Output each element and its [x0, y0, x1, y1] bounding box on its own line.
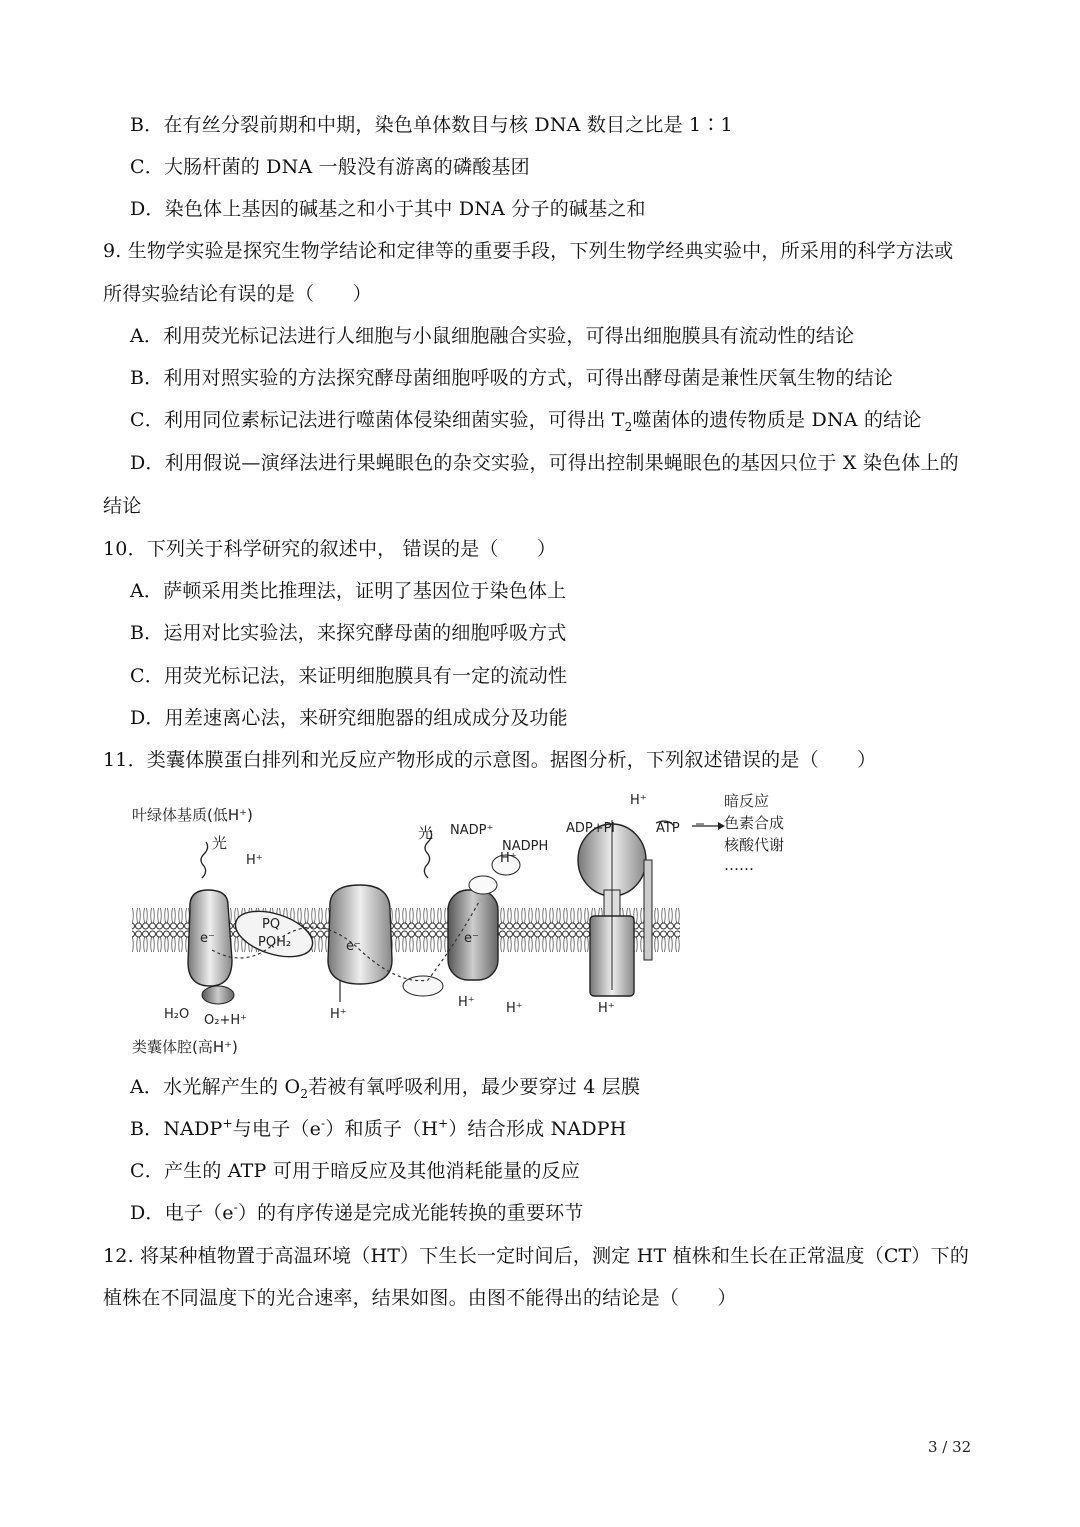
pqh2-label: PQH₂: [258, 935, 292, 950]
proton-label-fnr: H⁺: [500, 851, 517, 866]
proton-label-lumen-2: H⁺: [458, 995, 475, 1010]
atp-label: ATP: [656, 821, 680, 836]
q8-option-d: D．染色体上基因的碱基之和小于其中 DNA 分子的碱基之和: [130, 198, 646, 220]
use-dark-reaction: 暗反应: [724, 792, 770, 810]
plastocyanin: [403, 976, 443, 996]
proton-label-top: H⁺: [630, 793, 647, 808]
proton-label-lumen-1: H⁺: [330, 1007, 347, 1022]
stroma-label: 叶绿体基质(低H⁺): [132, 806, 253, 824]
nadp-label: NADP⁺: [450, 823, 494, 838]
q9-option-a: A．利用荧光标记法进行人细胞与小鼠细胞融合实验，可得出细胞膜具有流动性的结论: [130, 325, 855, 347]
electron-label-psii: e⁻: [200, 931, 215, 946]
lumen-label: 类囊体腔(高H⁺): [132, 1038, 238, 1056]
q11-option-d-sup: -: [233, 1200, 238, 1215]
q9-option-c: [130, 407, 922, 433]
q11-option-d: [130, 1200, 584, 1226]
page-number: 3 / 32: [928, 1438, 972, 1456]
light-arrow-left: [201, 842, 208, 878]
q10-stem: 10．下列关于科学研究的叙述中， 错误的是（ ）: [103, 538, 557, 560]
q10-option-a: A．萨顿采用类比推理法，证明了基因位于染色体上: [130, 580, 567, 602]
proton-label-stroma-1: H⁺: [246, 853, 263, 868]
adp-label: ADP+Pi: [566, 821, 615, 836]
ferredoxin: [469, 876, 497, 894]
q10-option-b: B．运用对比实验法，来探究酵母菌的细胞呼吸方式: [130, 622, 567, 644]
q9-option-b: B．利用对照实验的方法探究酵母菌细胞呼吸的方式，可得出酵母菌是兼性厌氧生物的结论: [130, 367, 893, 389]
q12-stem-line2: 植株在不同温度下的光合速率，结果如图。由图不能得出的结论是（ ）: [103, 1287, 737, 1309]
electron-label-cyt: e⁻: [346, 939, 361, 954]
q11-option-b: [130, 1116, 627, 1142]
q11-option-b-sup-3: +: [438, 1116, 449, 1131]
q10-option-d: D．用差速离心法，来研究细胞器的组成成分及功能: [130, 707, 568, 729]
q9-stem-line2: 所得实验结论有误的是（ ）: [103, 283, 372, 305]
q9-option-c-text-1: C．利用同位素标记法进行噬菌体侵染细菌实验，可得出 T: [130, 409, 625, 431]
electron-label-psi: e⁻: [464, 931, 479, 946]
o2-label: O₂+H⁺: [204, 1013, 247, 1028]
q11-option-c: C．产生的 ATP 可用于暗反应及其他消耗能量的反应: [130, 1160, 580, 1182]
q11-option-b-text-2: 与电子（e: [232, 1118, 322, 1140]
pq-label: PQ: [262, 917, 281, 932]
q11-option-a-text-2: 若被有氧呼吸利用，最少要穿过 4 层膜: [308, 1076, 641, 1098]
q11-option-b-sup-1: +: [222, 1116, 233, 1131]
psii-lumen-subunit: [202, 986, 234, 1004]
q9-option-d-line1: D．利用假说—演绎法进行果蝇眼色的杂交实验，可得出控制果蝇眼色的基因只位于 X 染色体上的: [130, 452, 959, 474]
q8-option-b: B．在有丝分裂前期和中期，染色单体数目与核 DNA 数目之比是 1∶1: [130, 114, 733, 136]
q11-option-d-text-1: D．电子（e: [130, 1202, 234, 1224]
proton-label-lumen-3: H⁺: [506, 1001, 523, 1016]
q10-option-c: C．用荧光标记法，来证明细胞膜具有一定的流动性: [130, 665, 568, 687]
q11-option-b-text-4: ）结合形成 NADPH: [448, 1118, 627, 1140]
use-pigment-synthesis: 色素合成: [724, 814, 785, 832]
q9-option-c-text-2: 噬菌体的遗传物质是 DNA 的结论: [632, 409, 922, 431]
q11-option-d-text-2: ）的有序传递是完成光能转换的重要环节: [237, 1202, 584, 1224]
atp-synthase-side-arm: [644, 860, 652, 960]
q12-stem-line1: 12. 将某种植物置于高温环境（HT）下生长一定时间后，测定 HT 植株和生长在正常温度（CT）下的: [103, 1245, 970, 1267]
use-nucleic-acid-metabolism: 核酸代谢: [724, 836, 785, 854]
q9-option-d-line2: 结论: [103, 495, 142, 517]
light-label-left: 光: [212, 834, 228, 852]
q8-option-c: C．大肠杆菌的 DNA 一般没有游离的磷酸基团: [130, 156, 530, 178]
q11-option-a: [130, 1074, 640, 1100]
nadph-label: NADPH: [502, 839, 549, 854]
light-label-right: 光: [418, 824, 434, 842]
cytochrome-b6f: [328, 885, 392, 984]
q11-option-b-text-1: B．NADP: [130, 1118, 223, 1140]
use-ellipsis: ……: [724, 856, 754, 874]
q11-option-b-text-3: ）和质子（H: [325, 1118, 439, 1140]
h2o-label: H₂O: [164, 1007, 190, 1022]
q11-option-a-subscript: 2: [300, 1086, 309, 1101]
thylakoid-membrane-diagram: [128, 790, 785, 1060]
q11-option-b-sup-2: -: [321, 1116, 326, 1131]
proton-label-lumen-4: H⁺: [598, 1001, 615, 1016]
q11-stem: 11．类囊体膜蛋白排列和光反应产物形成的示意图。据图分析，下列叙述错误的是（ ）: [103, 749, 877, 771]
q11-option-a-text-1: A．水光解产生的 O: [130, 1076, 301, 1098]
q9-option-c-subscript: 2: [624, 419, 633, 434]
q9-stem-line1: 9. 生物学实验是探究生物学结论和定律等的重要手段，下列生物学经典实验中，所采用的科学方法或: [103, 240, 954, 262]
